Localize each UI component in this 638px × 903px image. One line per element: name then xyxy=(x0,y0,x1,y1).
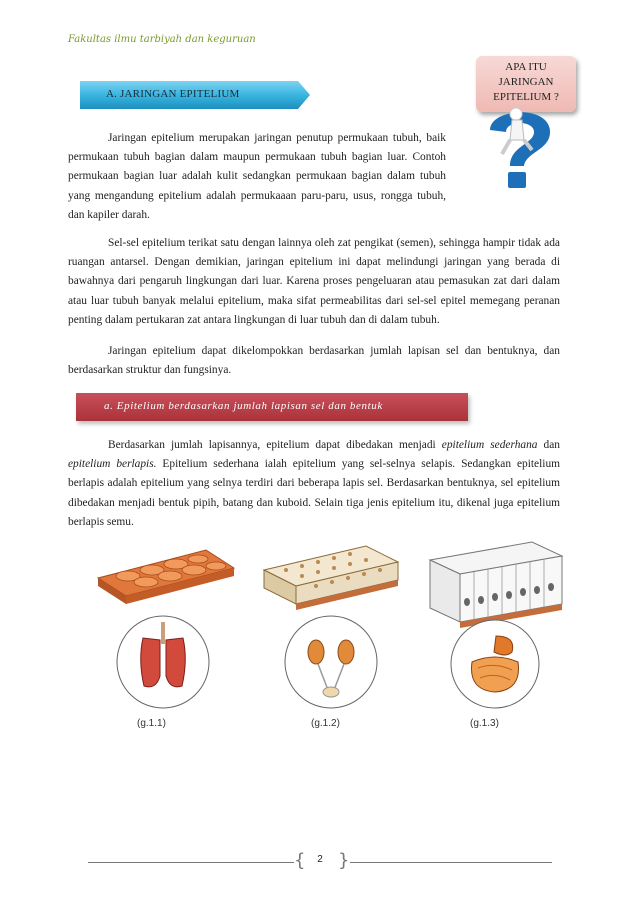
subsection-heading-banner xyxy=(76,393,468,421)
figure-cuboidal-epithelium-kidneys xyxy=(256,540,406,710)
paragraph-intro: Jaringan epitelium merupakan jaringan penutup permukaan tubuh, baik permukaan tubuh bagian dalam maupun permukaan tubuh bagian luar. Contoh permukaan bagian luar adalah kulit sedangkan permukaan bagian dalam tubuh yang mengandung epitelium adalah permukaaan paru-paru, usus, rongga tubuh, dan kapiler darah. xyxy=(68,132,446,221)
section-heading-banner xyxy=(80,81,310,109)
footer-rule-right xyxy=(350,862,552,863)
italic-term: epitelium berlapis. xyxy=(68,458,157,471)
paragraph-cell-binding: Sel-sel epitelium terikat satu dengan lainnya oleh zat pengikat (semen), sehingga hampir tidak ada ruangan antarsel. Dengan demikian, jaringan epitelium ini dapat melindungi jaringan yang berada di bawahnya dari pengaruh lingkungan dari luar. Karena proses pengeluaran atau pemasukan zat dari dalam atau luar tubuh banyak melalui epitelium, maka sifat permeabilitas dari sel-sel epitel memegang peranan penting dalam pertukaran zat antara lingkungan di luar tubuh dan di dalam tubuh. xyxy=(68,237,560,326)
text-span: Epitelium sederhana ialah epitelium yang sel-selnya selapis. Sedangkan epitelium berlapis adalah epitelium yang selnya terdiri dari beberapa lapis sel. Berdasarkan bentuknya, sel epitelium dibedakan menjadi bentuk pipih, batang dan kuboid. Selain tiga jenis epitelium itu, dikenal juga epitelium berlapis semu. xyxy=(68,458,560,528)
italic-term: epitelium sederhana xyxy=(441,439,538,451)
page-number: 2 xyxy=(317,854,323,865)
text-span: dan xyxy=(537,439,560,451)
paragraph-grouping: Jaringan epitelium dapat dikelompokkan berdasarkan jumlah lapisan sel dan bentuknya, dan berdasarkan struktur dan fungsinya. xyxy=(68,345,560,377)
footer-rule-left xyxy=(88,862,294,863)
text-span: Berdasarkan jumlah lapisannya, epitelium dapat dibedakan menjadi xyxy=(108,439,442,451)
figure-squamous-epithelium-lungs xyxy=(88,540,238,710)
callout-line: APA ITU xyxy=(505,61,547,73)
callout-line: EPITELIUM ? xyxy=(493,91,559,103)
paragraph-epithelium-types xyxy=(68,436,560,532)
figure-caption: (g.1.2) xyxy=(311,718,340,729)
figure-caption: (g.1.1) xyxy=(137,718,166,729)
footer-bracket-right: } xyxy=(338,850,350,871)
figure-caption: (g.1.3) xyxy=(470,718,499,729)
question-mark-figure-illustration xyxy=(450,100,568,198)
subsection-heading: a. Epitelium berdasarkan jumlah lapisan sel dan bentuk xyxy=(104,400,383,412)
footer-bracket-left: { xyxy=(294,850,306,871)
section-heading: A. JARINGAN EPITELIUM xyxy=(106,88,240,100)
page-footer xyxy=(88,850,552,874)
faculty-header: Fakultas ilmu tarbiyah dan keguruan xyxy=(68,34,256,45)
figure-columnar-epithelium-digestive xyxy=(420,540,570,710)
callout-line: JARINGAN xyxy=(498,76,554,88)
